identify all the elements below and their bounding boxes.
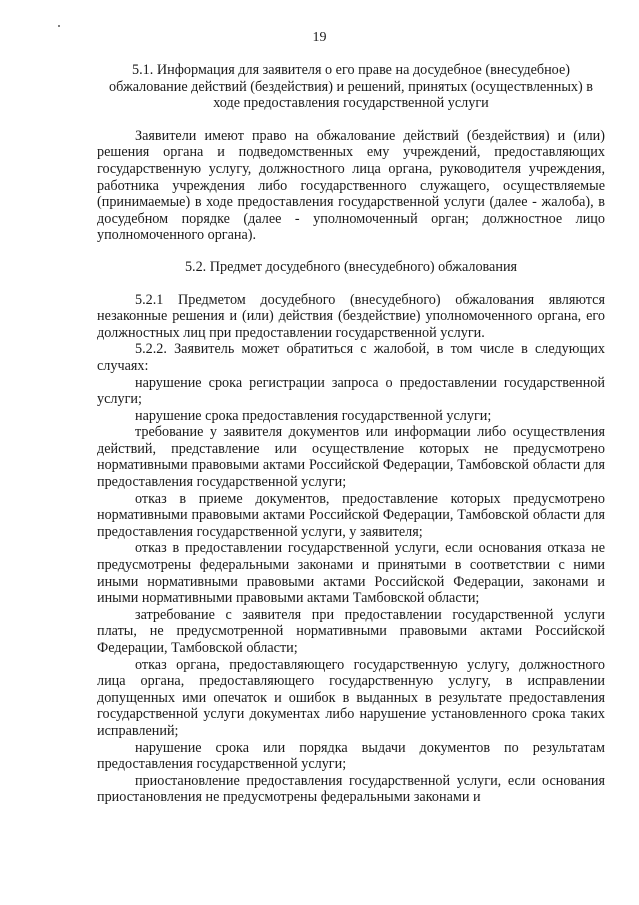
- list-item: нарушение срока регистрации запроса о предоставлении государственной услуги;: [97, 374, 605, 408]
- list-item: требование у заявителя документов или информации либо осуществления действий, представление или осуществление которых не предусмотрено нормативными правовыми актами Российской Федерации, Тамбовской области для предоставления государственной услуги;: [97, 424, 605, 491]
- paragraph-5-2-1: 5.2.1 Предметом досудебного (внесудебного) обжалования являются незаконные решения и (или) действия (бездействие) уполномоченного органа, его должностных лиц при предоставлении государственной услуги.: [97, 291, 605, 341]
- list-item: отказ органа, предоставляющего государственную услугу, должностного лица органа, предоставляющего государственную услугу, в исправлении допущенных ими опечаток и ошибок в выданных в результате предоставления государственной услуги документах либо нарушение установленного срока таких исправлений;: [97, 656, 605, 739]
- list-item: нарушение срока предоставления государственной услуги;: [135, 407, 492, 424]
- section-5-1-heading: 5.1. Информация для заявителя о его праве на досудебное (внесудебное) обжалование действий (бездействия) и решений, принятых (осуществленных) в ходе предоставления государственной услуги: [108, 62, 593, 112]
- page-content: [97, 62, 605, 806]
- list-item: нарушение срока или порядка выдачи документов по результатам предоставления государственной услуги;: [97, 739, 605, 773]
- paragraph-5-2-2: 5.2.2. Заявитель может обратиться с жалобой, в том числе в следующих случаях:: [97, 341, 605, 374]
- list-item: отказ в приеме документов, предоставление которых предусмотрено нормативными правовыми актами Российской Федерации, Тамбовской области для предоставления государственной услуги, у заявителя;: [97, 490, 605, 540]
- section-5-2-heading: 5.2. Предмет досудебного (внесудебного) обжалования: [184, 258, 518, 275]
- scan-speck: [58, 25, 60, 27]
- list-item: отказ в предоставлении государственной услуги, если основания отказа не предусмотрены федеральными законами и принятыми в соответствии с ними иными нормативными правовыми актами Российской Федерации, законами и иными нормативными правовыми актами Тамбовской области;: [97, 540, 605, 607]
- section-5-1-body: Заявители имеют право на обжалование действий (бездействия) и (или) решения органа и подведомственных ему учреждений, предоставляющих государственную услугу, должностного лица органа, руководителя учреждения, работника учреждения либо государственного служащего, осуществляемые (принимаемые) в ходе предоставления государственной услуги (далее - жалоба), в досудебном порядке (далее - уполномоченный орган; должностное лицо уполномоченного органа).: [97, 127, 605, 244]
- page-number: 19: [312, 30, 327, 45]
- list-item: затребование с заявителя при предоставлении государственной услуги платы, не предусмотренной нормативными правовыми актами Российской Федерации, Тамбовской области;: [97, 606, 605, 656]
- list-item: приостановление предоставления государственной услуги, если основания приостановления не предусмотрены федеральными законами и: [97, 772, 605, 806]
